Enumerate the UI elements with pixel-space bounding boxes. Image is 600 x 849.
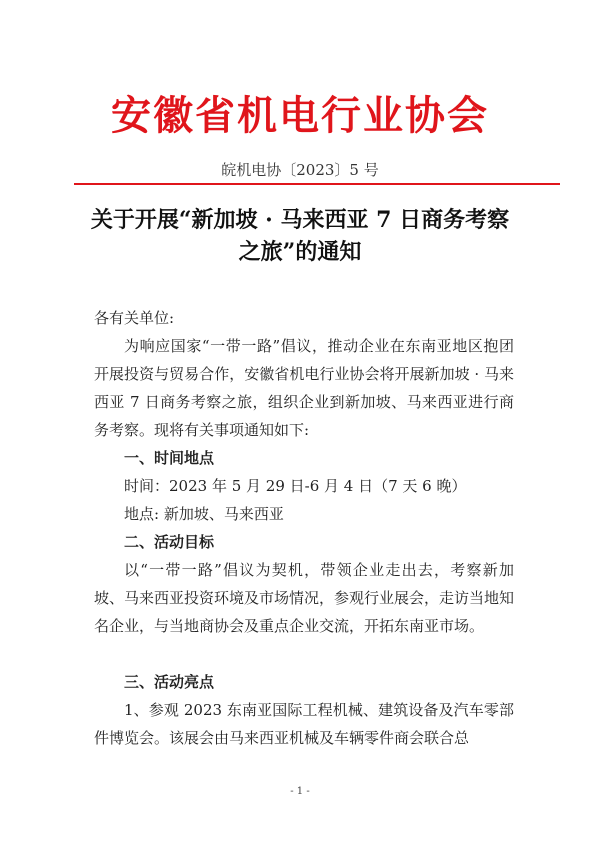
- section-3-paragraph: [94, 696, 514, 752]
- notice-title-line-2: 之旅”的通知: [238, 239, 362, 265]
- section-3-heading: 三、活动亮点: [124, 673, 215, 691]
- salutation: 各有关单位:: [94, 309, 175, 327]
- section-3-item-1: 1、参观 2023 东南亚国际工程机械、建筑设备及汽车零部件博览会。该展会由马来西亚机械及车辆零件商会联合总: [94, 701, 514, 747]
- intro-paragraph: [94, 332, 514, 444]
- notice-title: [0, 204, 600, 268]
- red-divider-line: [74, 183, 560, 185]
- intro-text: 为响应国家“一带一路”倡议，推动企业在东南亚地区抱团开展投资与贸易合作，安徽省机电行业协会将开展新加坡 · 马来西亚 7 日商务考察之旅，组织企业到新加坡、马来西亚进行商务考察。现将有关事项通知如下:: [94, 337, 514, 439]
- event-place: 地点: 新加坡、马来西亚: [124, 505, 284, 523]
- section-2-heading: 二、活动目标: [124, 533, 215, 551]
- organization-title: 安徽省机电行业协会: [111, 92, 489, 139]
- event-time: 时间：2023 年 5 月 29 日-6 月 4 日（7 天 6 晚）: [124, 477, 467, 495]
- page-number: - 1 -: [290, 786, 310, 797]
- section-1-heading: 一、时间地点: [124, 449, 215, 467]
- section-2-text: 以“一带一路”倡议为契机，带领企业走出去，考察新加坡、马来西亚投资环境及市场情况，参观行业展会，走访当地知名企业，与当地商协会及重点企业交流，开拓东南亚市场。: [94, 561, 515, 635]
- notice-title-line-1: 关于开展“新加坡 · 马来西亚 7 日商务考察: [90, 207, 510, 233]
- document-number: 皖机电协〔2023〕5 号: [221, 161, 379, 179]
- section-2-paragraph: [94, 556, 514, 640]
